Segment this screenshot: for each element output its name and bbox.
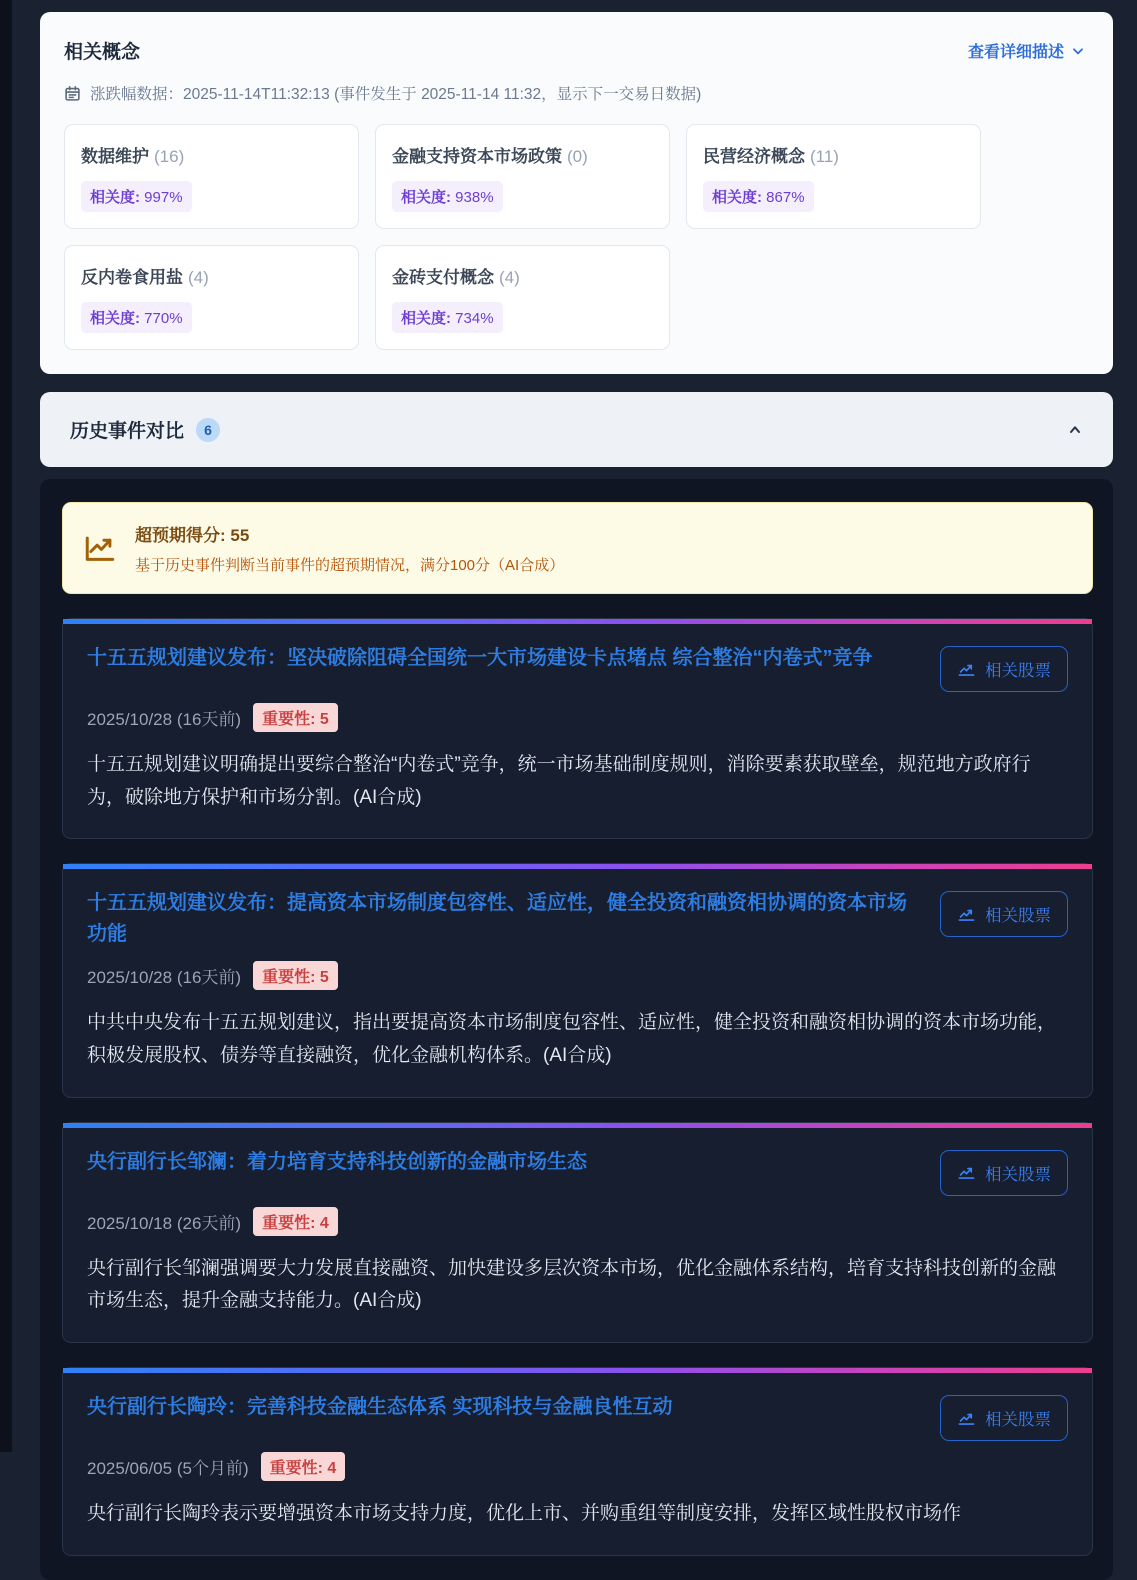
event-title-link[interactable]: 央行副行长邹澜：着力培育支持科技创新的金融市场生态 [87, 1150, 587, 1173]
collapse-section-button[interactable] [1067, 422, 1083, 438]
relevance-label: 相关度: [90, 189, 140, 206]
price-data-meta [64, 82, 1085, 104]
concept-name: 数据维护 [81, 147, 149, 166]
importance-badge: 重要性: 4 [261, 1452, 346, 1481]
stock-chart-icon [957, 1409, 976, 1428]
history-events-body [40, 479, 1113, 1580]
event-title-link[interactable]: 央行副行长陶玲：完善科技金融生态体系 实现科技与金融良性互动 [87, 1396, 673, 1419]
event-date-ago: (5个月前) [176, 1459, 249, 1479]
relevance-label: 相关度: [401, 189, 451, 206]
related-stocks-button[interactable] [940, 646, 1068, 692]
event-date-ago: (26天前) [176, 1213, 242, 1233]
concept-name-row [703, 142, 964, 167]
history-event-card [62, 863, 1093, 1097]
event-detail-page [40, 0, 1113, 1580]
relevance-badge [703, 181, 814, 212]
event-date [87, 963, 241, 988]
surprise-score-box [62, 502, 1093, 594]
chevron-up-icon [1067, 422, 1083, 438]
relevance-label: 相关度: [90, 310, 140, 327]
event-description: 十五五规划建议明确提出要综合整治“内卷式”竞争，统一市场基础制度规则，消除要素获取壁垒，规范地方政府行为，破除地方保护和市场分割。(AI合成) [87, 754, 1031, 808]
event-date [87, 1454, 249, 1479]
event-card-body [63, 1128, 1092, 1342]
event-date-value: 2025/06/05 [87, 1459, 173, 1479]
concept-name: 金融支持资本市场政策 [392, 147, 562, 166]
related-stocks-label: 相关股票 [985, 1165, 1051, 1184]
event-description: 央行副行长陶玲表示要增强资本市场支持力度，优化上市、并购重组等制度安排，发挥区域性股权市场作 [87, 1503, 962, 1525]
event-card-body [63, 1373, 1092, 1555]
concept-stock-count: (0) [567, 147, 588, 166]
stock-chart-icon [957, 660, 976, 679]
event-date [87, 705, 241, 730]
concept-name-row [392, 142, 653, 167]
view-detail-link[interactable] [968, 39, 1085, 62]
concept-card[interactable] [686, 124, 981, 229]
event-meta-row [87, 703, 1068, 732]
history-events-count-badge: 6 [196, 418, 220, 442]
view-detail-label: 查看详细描述 [967, 44, 1064, 61]
relevance-value: 734% [455, 310, 494, 327]
event-meta-row [87, 1452, 1068, 1481]
importance-badge: 重要性: 5 [253, 703, 338, 732]
history-event-card [62, 1367, 1093, 1556]
event-title-link[interactable]: 十五五规划建议发布：坚决破除阻碍全国统一大市场建设卡点堵点 综合整治“内卷式”竞争 [87, 647, 873, 669]
concept-name: 民营经济概念 [703, 147, 805, 166]
related-stocks-button[interactable] [940, 1150, 1068, 1196]
event-date-value: 2025/10/18 [87, 1213, 173, 1233]
concept-name-row [81, 263, 342, 288]
event-card-body [63, 869, 1092, 1096]
concept-card[interactable] [64, 124, 359, 229]
event-description: 央行副行长邹澜强调要大力发展直接融资、加快建设多层次资本市场，优化金融体系结构，培育支持科技创新的金融市场生态，提升金融支持能力。(AI合成) [87, 1257, 1057, 1312]
event-card-body [63, 624, 1092, 838]
concept-stock-count: (4) [188, 268, 209, 287]
concept-stock-count: (11) [810, 147, 839, 166]
event-card-top-row [87, 888, 1068, 950]
price-data-meta-text: 涨跌幅数据：2025-11-14T11:32:13 (事件发生于 2025-11-14 11:32，显示下一交易日数据) [90, 86, 702, 103]
concept-name-row [392, 263, 653, 288]
concept-card[interactable] [375, 124, 670, 229]
relevance-badge [81, 302, 192, 333]
concept-card[interactable] [375, 245, 670, 350]
related-concepts-header [64, 37, 1085, 64]
concept-stock-count: (16) [154, 147, 185, 166]
page-left-gutter [0, 0, 12, 1452]
related-stocks-label: 相关股票 [985, 1411, 1051, 1430]
history-events-header[interactable] [40, 392, 1113, 467]
concept-stock-count: (4) [499, 268, 520, 287]
history-events-title: 历史事件对比 [70, 421, 185, 442]
importance-badge: 重要性: 4 [253, 1207, 338, 1236]
history-event-card [62, 618, 1093, 839]
event-meta-row [87, 961, 1068, 990]
concept-name: 反内卷食用盐 [81, 268, 183, 287]
relevance-badge [392, 181, 503, 212]
calendar-icon [64, 85, 81, 102]
concept-card-list [64, 124, 1085, 350]
event-title-link[interactable]: 十五五规划建议发布：提高资本市场制度包容性、适应性，健全投资和融资相协调的资本市场功能 [87, 892, 907, 946]
related-stocks-button[interactable] [940, 1395, 1068, 1441]
concept-name-row [81, 142, 342, 167]
related-stocks-button[interactable] [940, 891, 1068, 937]
relevance-value: 770% [144, 310, 183, 327]
event-description: 中共中央发布十五五规划建议，指出要提高资本市场制度包容性、适应性，健全投资和融资相协调的资本市场功能，积极发展股权、债券等直接融资，优化金融机构体系。(AI合成) [87, 1012, 1057, 1067]
relevance-badge [81, 181, 192, 212]
concept-name: 金砖支付概念 [392, 268, 494, 287]
event-date [87, 1209, 241, 1234]
surprise-score-text [135, 521, 564, 575]
relevance-value: 867% [766, 189, 805, 206]
event-date-value: 2025/10/28 [87, 710, 173, 729]
chevron-down-icon [1071, 44, 1085, 58]
history-event-list [62, 618, 1093, 1556]
history-event-card [62, 1122, 1093, 1343]
surprise-score-subtitle: 基于历史事件判断当前事件的超预期情况，满分100分（AI合成） [135, 557, 565, 574]
relevance-label: 相关度: [401, 310, 451, 327]
trend-chart-icon [83, 531, 117, 565]
stock-chart-icon [957, 1163, 976, 1182]
related-concepts-section [40, 12, 1113, 374]
concept-card[interactable] [64, 245, 359, 350]
event-date-value: 2025/10/28 [87, 968, 173, 988]
relevance-badge [392, 302, 503, 333]
event-date-ago: (16天前) [176, 968, 242, 988]
event-card-top-row [87, 1147, 1068, 1196]
surprise-score-title: 超预期得分: 55 [135, 526, 250, 545]
event-meta-row [87, 1207, 1068, 1236]
stock-chart-icon [957, 905, 976, 924]
relevance-label: 相关度: [712, 189, 762, 206]
event-card-top-row [87, 643, 1068, 692]
related-stocks-label: 相关股票 [985, 662, 1051, 680]
event-date-ago: (16天前) [176, 710, 242, 729]
event-card-top-row [87, 1392, 1068, 1441]
importance-badge: 重要性: 5 [253, 961, 338, 990]
relevance-value: 997% [144, 189, 183, 206]
related-stocks-label: 相关股票 [985, 907, 1051, 926]
relevance-value: 938% [455, 189, 494, 206]
related-concepts-title: 相关概念 [64, 42, 141, 63]
